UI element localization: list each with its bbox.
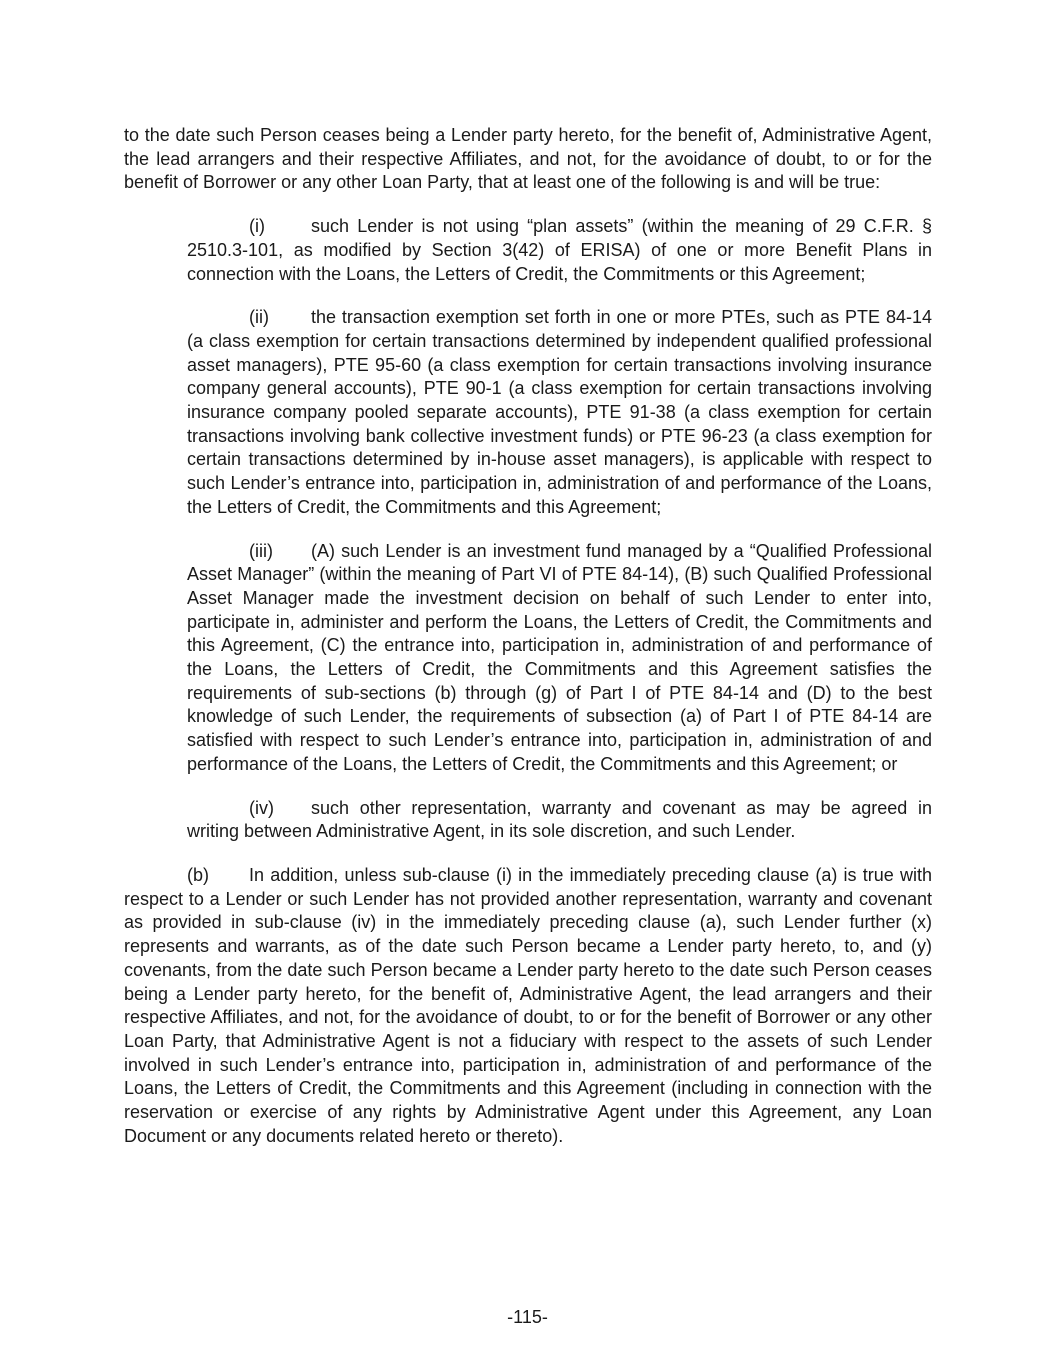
clause-iii [187, 540, 932, 777]
intro-paragraph: to the date such Person ceases being a Lender party hereto, for the benefit of, Administrative Agent, the lead arrangers and their respective Affiliates, and not, for the avoidance of doubt, to or for the benefit of Borrower or any other Loan Party, that at least one of the following is and will be true: [124, 125, 932, 193]
clause-label: (iv) [249, 797, 274, 818]
clause-label: (ii) [249, 307, 269, 328]
clause-text: such other representation, warranty and covenant as may be agreed in writing between Administrative Agent, in its sole discretion, and such Lender. [187, 797, 932, 842]
clause-label: (iii) [249, 540, 273, 561]
clause-text: (A) such Lender is an investment fund managed by a “Qualified Professional Asset Manager” (within the meaning of Part VI of PTE 84-14), (B) such Qualified Professional Asset Manager made the investment decision on behalf of such Lender to enter into, participate in, administer and perform the Loans, the Letters of Credit, the Commitments and this Agreement, (C) the entrance into, participation in, administration of and performance of the Loans, the Letters of Credit, the Commitments and this Agreement satisfies the requirements of sub-sections (b) through (g) of Part I of PTE 84-14 and (D) to the best knowledge of such Lender, the requirements of subsection (a) of Part I of PTE 84-14 are satisfied with respect to such Lender’s entrance into, participation in, administration of and performance of the Loans, the Letters of Credit, the Commitments and this Agreement; or [187, 540, 932, 774]
clause-text: the transaction exemption set forth in one or more PTEs, such as PTE 84-14 (a class exemption for certain transactions determined by independent qualified professional asset managers), PTE 95-60 (a class exemption for certain transactions involving insurance company general accounts), PTE 90-1 (a class exemption for certain transactions involving insurance company pooled separate accounts), PTE 91-38 (a class exemption for certain transactions involving bank collective investment funds) or PTE 96-23 (a class exemption for certain transactions determined by in-house asset managers), is applicable with respect to such Lender’s entrance into, participation in, administration of and performance of the Loans, the Letters of Credit, the Commitments and this Agreement; [187, 307, 932, 517]
paragraph-text: In addition, unless sub-clause (i) in the immediately preceding clause (a) is true with respect to a Lender or such Lender has not provided another representation, warranty and covenant as provided in sub-clause (iv) in the immediately preceding clause (a), such Lender further (x) represents and warrants, as of the date such Person became a Lender party hereto, to, and (y) covenants, from the date such Person became a Lender party hereto to the date such Person ceases being a Lender party hereto, for the benefit of, Administrative Agent, the lead arrangers and their respective Affiliates, and not, for the avoidance of doubt, to or for the benefit of Borrower or any other Loan Party, that Administrative Agent is not a fiduciary with respect to the assets of such Lender involved in such Lender’s entrance into, participation in, administration of and performance of the Loans, the Letters of Credit, the Commitments and this Agreement (including in connection with the reservation or exercise of any rights by Administrative Agent under this Agreement, any Loan Document or any documents related hereto or thereto). [124, 864, 932, 1146]
paragraph-b [124, 864, 932, 1148]
document-page [124, 124, 932, 1148]
clause-text: such Lender is not using “plan assets” (within the meaning of 29 C.F.R. § 2510.3-101, as modified by Section 3(42) of ERISA) of one or more Benefit Plans in connection with the Loans, the Letters of Credit, the Commitments or this Agreement; [187, 216, 932, 284]
clause-ii [187, 306, 932, 519]
clause-i [187, 215, 932, 286]
page-number: -115- [507, 1307, 548, 1327]
clause-label: (i) [249, 216, 265, 237]
clause-iv [187, 797, 932, 844]
paragraph-label: (b) [187, 864, 209, 885]
